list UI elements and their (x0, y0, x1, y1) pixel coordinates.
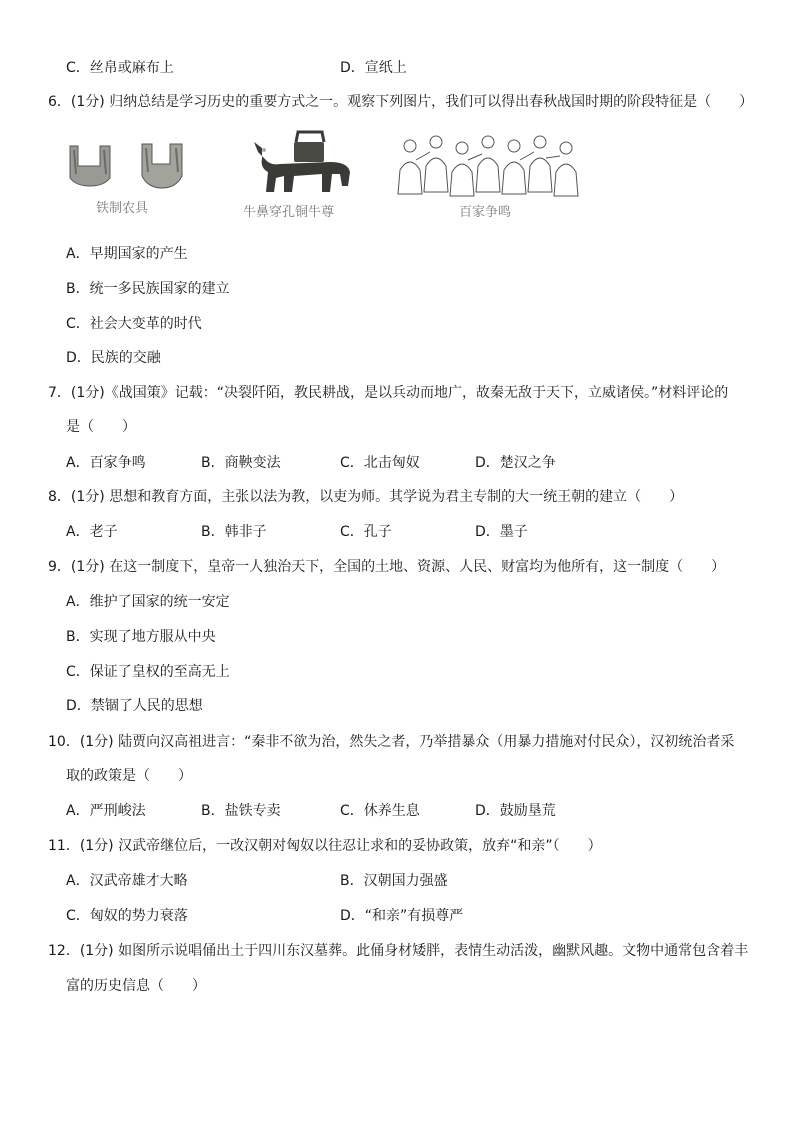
q7-option-a: A．百家争鸣 (66, 455, 146, 471)
q9-option-c: C．保证了皇权的至高无上 (66, 664, 230, 680)
q8-option-a: A．老子 (66, 524, 118, 540)
q8-option-b: B．韩非子 (201, 524, 267, 540)
q6-option-a: A．早期国家的产生 (66, 246, 188, 262)
q12-stem-line1: 12．(1分) 如图所示说唱俑出土于四川东汉墓葬。此俑身材矮胖，表情生动活泼，幽默风趣。文物中通常包含着丰 (48, 943, 749, 959)
q7-option-d: D．楚汉之争 (475, 455, 556, 471)
q5-option-d: D．宣纸上 (340, 60, 407, 76)
q7-stem-line1: 7．(1分)《战国策》记载：“决裂阡陌，教民耕战，是以兵动而地广，故秦无敌于天下，立威诸侯。”材料评论的 (48, 385, 729, 401)
q8-stem: 8．(1分) 思想和教育方面，主张以法为教，以吏为师。其学说为君主专制的大一统王朝的建立（ ） (48, 489, 684, 505)
q10-option-a: A．严刑峻法 (66, 803, 146, 819)
q8-option-d: D．墨子 (475, 524, 528, 540)
q10-stem-line2: 取的政策是（ ） (66, 768, 192, 784)
bronze-ox-image (250, 128, 360, 200)
q7-option-c: C．北击匈奴 (340, 455, 420, 471)
iron-tools-image (64, 138, 194, 198)
q6-option-b: B．统一多民族国家的建立 (66, 281, 230, 297)
q10-option-c: C．休养生息 (340, 803, 420, 819)
q6-stem: 6．(1分) 归纳总结是学习历史的重要方式之一。观察下列图片，我们可以得出春秋战国时期的阶段特征是（ ） (48, 94, 754, 110)
q9-stem: 9．(1分) 在这一制度下，皇帝一人独治天下，全国的土地、资源、人民、财富均为他所有，这一制度（ ） (48, 559, 726, 575)
q5-option-c: C．丝帛或麻布上 (66, 60, 174, 76)
q7-stem-line2: 是（ ） (66, 419, 136, 435)
q9-option-a: A．维护了国家的统一安定 (66, 594, 230, 610)
q6-option-d: D．民族的交融 (66, 350, 161, 366)
q9-option-b: B．实现了地方服从中央 (66, 629, 216, 645)
q11-stem: 11．(1分) 汉武帝继位后，一改汉朝对匈奴以往忍让求和的妥协政策，放弃“和亲”（ ） (48, 838, 602, 854)
q11-option-d: D．“和亲”有损尊严 (340, 908, 464, 924)
q11-option-b: B．汉朝国力强盛 (340, 873, 448, 889)
q11-option-c: C．匈奴的势力衰落 (66, 908, 188, 924)
q10-option-b: B．盐铁专卖 (201, 803, 281, 819)
q7-option-b: B．商鞅变法 (201, 455, 281, 471)
hundred-schools-caption: 百家争鸣 (459, 205, 512, 220)
q6-option-c: C．社会大变革的时代 (66, 316, 202, 332)
q10-stem-line1: 10．(1分) 陆贾向汉高祖进言：“秦非不欲为治，然失之者，乃举措暴众（用暴力措施对付民众），汉初统治者采 (48, 734, 735, 750)
q12-stem-line2: 富的历史信息（ ） (66, 978, 206, 994)
q11-option-a: A．汉武帝雄才大略 (66, 873, 188, 889)
q8-option-c: C．孔子 (340, 524, 392, 540)
iron-tools-caption: 铁制农具 (96, 201, 149, 216)
bronze-ox-caption: 牛鼻穿孔铜牛尊 (243, 205, 335, 220)
hundred-schools-image (396, 130, 580, 198)
q9-option-d: D．禁锢了人民的思想 (66, 698, 203, 714)
q10-option-d: D．鼓励垦荒 (475, 803, 556, 819)
